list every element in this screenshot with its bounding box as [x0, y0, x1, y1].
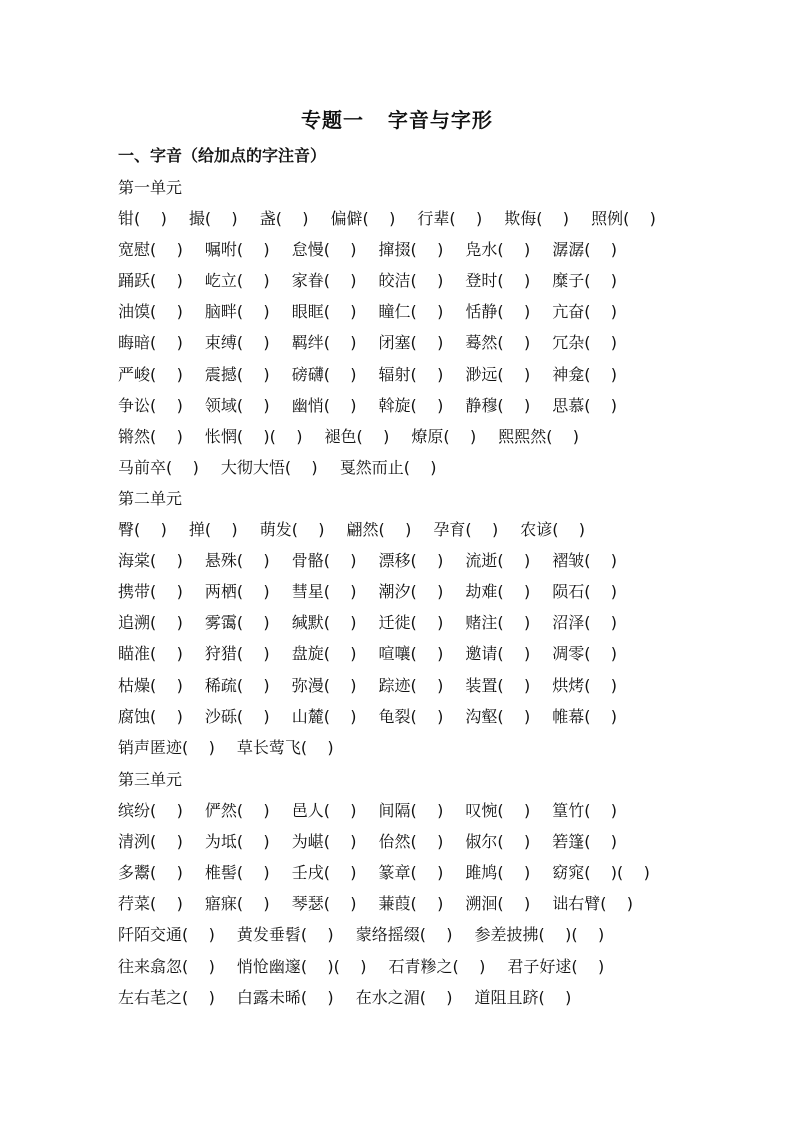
pinyin-item: 糜子( ): [552, 271, 618, 291]
pinyin-item: 篁竹( ): [552, 801, 618, 820]
pinyin-item: 销声匿迹( ): [118, 737, 215, 757]
pinyin-item: 屹立( ): [204, 271, 270, 291]
pinyin-item: 间隔( ): [378, 801, 444, 820]
unit-heading: 第二单元: [118, 489, 183, 508]
pinyin-item: 严峻( ): [118, 364, 183, 384]
pinyin-item: 大彻大悟( ): [220, 457, 318, 477]
exercise-row: [118, 455, 718, 477]
pinyin-item: 叹惋( ): [465, 801, 531, 820]
pinyin-item: 怠慢( ): [291, 240, 357, 260]
pinyin-item: 踊跃( ): [118, 271, 183, 291]
pinyin-item: 渺远( ): [465, 364, 531, 384]
exercise-row: [118, 985, 718, 1007]
pinyin-item: 争讼( ): [118, 395, 183, 415]
pinyin-item: 黄发垂髫( ): [236, 925, 334, 945]
pinyin-item: 盏( ): [259, 209, 309, 228]
pinyin-item: 喧嚷( ): [378, 644, 444, 664]
pinyin-item: 稀疏( ): [204, 675, 270, 695]
pinyin-item: 怅惘( )( ): [204, 426, 303, 446]
pinyin-item: 清洌( ): [118, 832, 183, 852]
pinyin-item: 戛然而止( ): [339, 457, 437, 477]
pinyin-item: 皎洁( ): [378, 271, 444, 291]
pinyin-item: 劫难( ): [465, 582, 531, 602]
pinyin-item: 沙砾( ): [204, 706, 270, 726]
pinyin-item: 悄怆幽邃( )( ): [236, 956, 367, 976]
pinyin-item: 俶尔( ): [465, 832, 531, 852]
pinyin-item: 多鬻( ): [118, 863, 183, 883]
unit-heading: 第三单元: [118, 770, 183, 789]
pinyin-item: 锵然( ): [118, 426, 183, 446]
pinyin-item: 两栖( ): [204, 582, 270, 602]
pinyin-item: 左右芼之( ): [118, 987, 215, 1007]
pinyin-item: 熙熙然( ): [498, 426, 580, 446]
pinyin-item: 撺掇( ): [378, 240, 444, 260]
pinyin-item: 眼眶( ): [291, 302, 357, 322]
pinyin-item: 燎原( ): [411, 426, 477, 446]
pinyin-item: 狩猎( ): [204, 644, 270, 664]
exercise-row: [118, 704, 718, 726]
pinyin-item: 盘旋( ): [291, 644, 357, 664]
pinyin-item: 踪迹( ): [378, 675, 444, 695]
pinyin-item: 瞄准( ): [118, 644, 183, 664]
pinyin-item: 潮汐( ): [378, 582, 444, 602]
pinyin-item: 油馍( ): [118, 302, 183, 322]
pinyin-item: 闭塞( ): [378, 333, 444, 353]
pinyin-item: 道阻且跻( ): [474, 987, 572, 1007]
exercise-row: [118, 798, 718, 820]
exercise-row: [118, 330, 718, 352]
exercise-row: [118, 673, 718, 695]
pinyin-item: 马前卒( ): [118, 457, 199, 477]
exercise-row: [118, 735, 718, 757]
pinyin-item: 恬静( ): [465, 302, 531, 322]
pinyin-item: 陨石( ): [552, 582, 618, 602]
pinyin-item: 辐射( ): [378, 364, 444, 384]
pinyin-item: 荇菜( ): [118, 894, 183, 914]
pinyin-item: 俨然( ): [204, 801, 270, 820]
pinyin-item: 照例( ): [591, 209, 656, 228]
page-title: 专题一 字音与字形: [301, 108, 493, 132]
pinyin-item: 龟裂( ): [378, 706, 444, 726]
exercise-row: [118, 299, 718, 321]
section-heading: 一、字音（给加点的字注音）: [118, 146, 327, 165]
exercise-row: [118, 860, 718, 882]
pinyin-item: 欺侮( ): [504, 209, 570, 228]
pinyin-item: 窈窕( )( ): [552, 863, 650, 883]
exercise-row: [118, 548, 718, 570]
pinyin-item: 壬戌( ): [291, 863, 357, 883]
pinyin-item: 撮( ): [188, 209, 238, 228]
pinyin-item: 羁绊( ): [291, 333, 357, 353]
pinyin-item: 冗杂( ): [552, 333, 618, 353]
pinyin-item: 钳( ): [118, 209, 167, 228]
pinyin-item: 溯洄( ): [465, 894, 531, 914]
exercise-row: [118, 954, 718, 976]
pinyin-item: 臀( ): [118, 520, 167, 539]
exercise-row: [118, 362, 718, 384]
pinyin-item: 烘烤( ): [552, 675, 618, 695]
pinyin-item: 偏僻( ): [330, 209, 396, 228]
exercise-row: [118, 268, 718, 290]
pinyin-item: 斡旋( ): [378, 395, 444, 415]
pinyin-item: 蓦然( ): [465, 333, 531, 353]
pinyin-item: 孕育( ): [433, 520, 499, 539]
pinyin-item: 领域( ): [204, 395, 270, 415]
pinyin-item: 悬殊( ): [204, 551, 270, 571]
pinyin-item: 震撼( ): [204, 364, 270, 384]
pinyin-item: 褪色( ): [324, 426, 390, 446]
pinyin-item: 思慕( ): [552, 395, 618, 415]
pinyin-item: 瞳仁( ): [378, 302, 444, 322]
pinyin-item: 脑畔( ): [204, 302, 270, 322]
exercise-row: [118, 891, 718, 913]
pinyin-item: 沼泽( ): [552, 613, 618, 633]
pinyin-item: 家眷( ): [291, 271, 357, 291]
pinyin-item: 寤寐( ): [204, 894, 270, 914]
pinyin-item: 晦暗( ): [118, 333, 183, 353]
pinyin-item: 参差披拂( )( ): [474, 925, 605, 945]
pinyin-item: 箬篷( ): [552, 832, 618, 852]
pinyin-item: 腐蚀( ): [118, 706, 183, 726]
pinyin-item: 石青糁之( ): [388, 956, 486, 976]
pinyin-item: 蒙络摇缀( ): [355, 925, 453, 945]
pinyin-item: 沟壑( ): [465, 706, 531, 726]
pinyin-item: 君子好逑( ): [507, 956, 605, 976]
pinyin-item: 赌注( ): [465, 613, 531, 633]
pinyin-item: 帷幕( ): [552, 706, 618, 726]
pinyin-item: 幽悄( ): [291, 395, 357, 415]
pinyin-item: 篆章( ): [378, 863, 444, 883]
pinyin-item: 农谚( ): [520, 520, 586, 539]
pinyin-item: 嘱咐( ): [204, 240, 270, 260]
pinyin-item: 凫水( ): [465, 240, 531, 260]
pinyin-item: 骨骼( ): [291, 551, 357, 571]
pinyin-item: 潺潺( ): [552, 240, 618, 260]
pinyin-item: 在水之湄( ): [355, 987, 453, 1007]
pinyin-item: 彗星( ): [291, 582, 357, 602]
pinyin-item: 为嵁( ): [291, 832, 357, 852]
exercise-row: [118, 829, 718, 851]
pinyin-item: 萌发( ): [259, 520, 325, 539]
pinyin-item: 山麓( ): [291, 706, 357, 726]
pinyin-item: 追溯( ): [118, 613, 183, 633]
pinyin-item: 流逝( ): [465, 551, 531, 571]
pinyin-item: 迁徙( ): [378, 613, 444, 633]
pinyin-item: 诎右臂( ): [552, 894, 634, 914]
pinyin-item: 缄默( ): [291, 613, 357, 633]
exercise-row: [118, 237, 718, 259]
pinyin-item: 登时( ): [465, 271, 531, 291]
exercise-row: [118, 424, 718, 446]
pinyin-item: 漂移( ): [378, 551, 444, 571]
pinyin-item: 掸( ): [188, 520, 238, 539]
pinyin-item: 往来翕忽( ): [118, 956, 215, 976]
pinyin-item: 行辈( ): [417, 209, 483, 228]
pinyin-item: 神龛( ): [552, 364, 618, 384]
pinyin-item: 雾霭( ): [204, 613, 270, 633]
exercise-row: [118, 579, 718, 601]
pinyin-item: 携带( ): [118, 582, 183, 602]
pinyin-item: 静穆( ): [465, 395, 531, 415]
pinyin-item: 磅礴( ): [291, 364, 357, 384]
exercise-row: [118, 517, 718, 539]
pinyin-item: 海棠( ): [118, 551, 183, 571]
pinyin-item: 邑人( ): [291, 801, 357, 820]
pinyin-item: 草长莺飞( ): [236, 737, 334, 757]
pinyin-item: 邀请( ): [465, 644, 531, 664]
pinyin-item: 佁然( ): [378, 832, 444, 852]
pinyin-item: 枯燥( ): [118, 675, 183, 695]
pinyin-item: 琴瑟( ): [291, 894, 357, 914]
exercise-row: [118, 206, 718, 228]
pinyin-item: 宽慰( ): [118, 240, 183, 260]
pinyin-item: 亢奋( ): [552, 302, 618, 322]
pinyin-item: 装置( ): [465, 675, 531, 695]
pinyin-item: 缤纷( ): [118, 801, 183, 820]
exercise-row: [118, 922, 718, 944]
pinyin-item: 阡陌交通( ): [118, 925, 215, 945]
exercise-row: [118, 610, 718, 632]
pinyin-item: 白露未晞( ): [236, 987, 334, 1007]
pinyin-item: 褶皱( ): [552, 551, 618, 571]
pinyin-item: 椎髻( ): [204, 863, 270, 883]
pinyin-item: 凋零( ): [552, 644, 618, 664]
unit-heading: 第一单元: [118, 178, 183, 197]
exercise-row: [118, 641, 718, 663]
pinyin-item: 雎鸠( ): [465, 863, 531, 883]
pinyin-item: 为坻( ): [204, 832, 270, 852]
pinyin-item: 弥漫( ): [291, 675, 357, 695]
pinyin-item: 束缚( ): [204, 333, 270, 353]
exercise-row: [118, 393, 718, 415]
pinyin-item: 翩然( ): [346, 520, 412, 539]
pinyin-item: 蒹葭( ): [378, 894, 444, 914]
